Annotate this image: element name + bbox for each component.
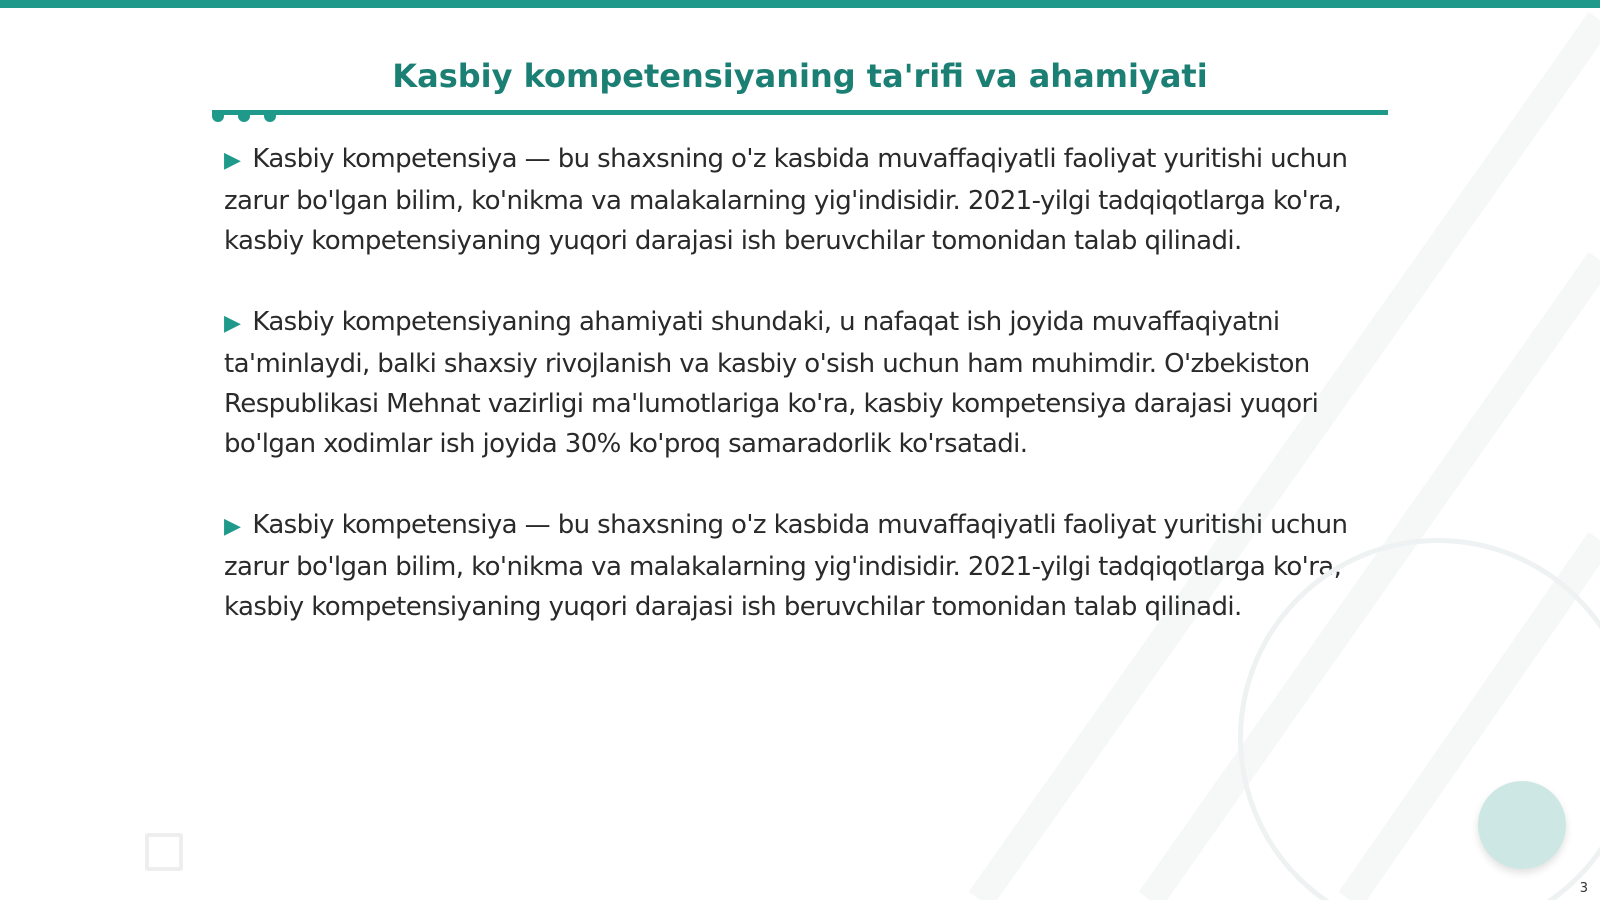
bullet-item-2 — [224, 302, 1374, 464]
decor-dot — [238, 110, 250, 122]
bullet-text: Kasbiy kompetensiya — bu shaxsning o'z kasbida muvaffaqiyatli faoliyat yuritishi uchun zarur bo'lgan bilim, ko'nikma va malakalarning yig'indisidir. 2021-yilgi tadqiqotlarga ko'ra, kasbiy kompetensiyaning yuqori darajasi ish beruvchilar tomonidan talab qilinadi. — [224, 144, 1348, 256]
bullet-item-3 — [224, 505, 1374, 627]
decor-dot — [212, 110, 224, 122]
triangle-bullet-icon: ▶ — [224, 148, 241, 173]
bullet-list — [224, 139, 1374, 668]
title-underline — [212, 110, 1388, 115]
triangle-bullet-icon: ▶ — [224, 311, 241, 336]
decor-circle-filled — [1478, 781, 1566, 869]
bullet-text: Kasbiy kompetensiya — bu shaxsning o'z kasbida muvaffaqiyatli faoliyat yuritishi uchun zarur bo'lgan bilim, ko'nikma va malakalarning yig'indisidir. 2021-yilgi tadqiqotlarga ko'ra, kasbiy kompetensiyaning yuqori darajasi ish beruvchilar tomonidan talab qilinadi. — [224, 510, 1348, 622]
triangle-bullet-icon: ▶ — [224, 514, 241, 539]
bullet-item-1 — [224, 139, 1374, 261]
bullet-text: Kasbiy kompetensiyaning ahamiyati shundaki, u nafaqat ish joyida muvaffaqiyatni ta'minlaydi, balki shaxsiy rivojlanish va kasbiy o'sish uchun ham muhimdir. O'zbekiston Respublikasi Mehnat vazirligi ma'lumotlariga ko'ra, kasbiy kompetensiya darajasi yuqori bo'lgan xodimlar ish joyida 30% ko'proq samaradorlik ko'rsatadi. — [224, 307, 1319, 459]
decor-square-outline — [145, 833, 183, 871]
page-number: 3 — [1579, 881, 1588, 896]
top-accent-bar — [0, 0, 1600, 8]
title-dots-decoration — [212, 110, 282, 126]
slide-title: Kasbiy kompetensiyaning ta'rifi va ahamiyati — [392, 57, 1208, 95]
decor-dot — [264, 110, 276, 122]
